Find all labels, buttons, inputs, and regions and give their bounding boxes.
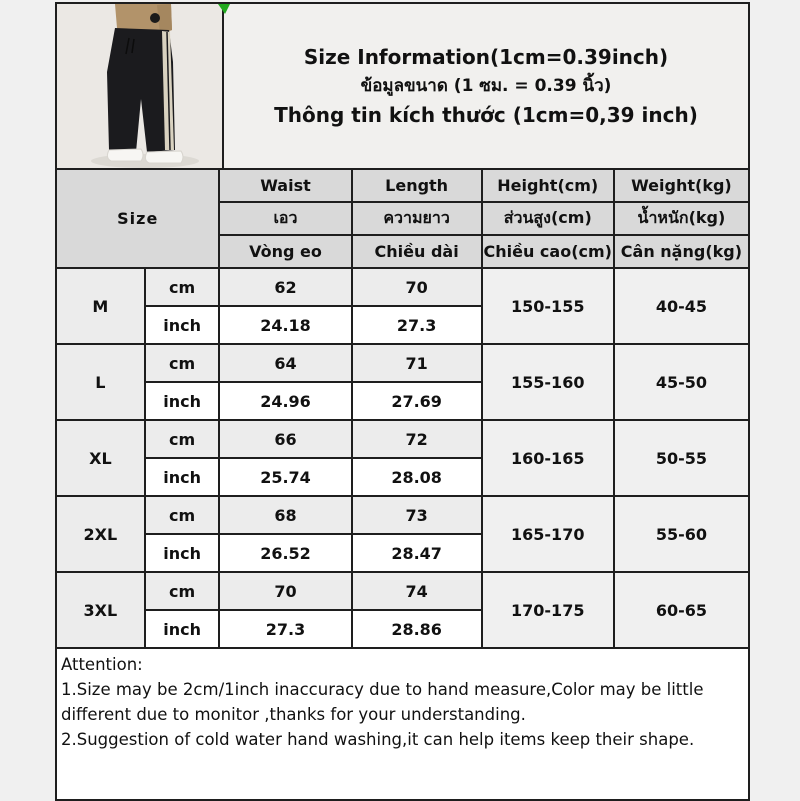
height-range-value: 160-165 xyxy=(482,420,614,496)
weight-range-value: 55-60 xyxy=(614,496,749,572)
waist-cm-value: 62 xyxy=(219,268,351,306)
length-inch-value: 28.08 xyxy=(352,458,482,496)
length-cm-value: 71 xyxy=(352,344,482,382)
unit-label-cm: cm xyxy=(145,496,220,534)
unit-label-cm: cm xyxy=(145,344,220,382)
weight-range-value: 60-65 xyxy=(614,572,749,648)
column-header-weight-th: น้ำหนัก(kg) xyxy=(614,202,749,235)
length-cm-value: 74 xyxy=(352,572,482,610)
waist-inch-value: 26.52 xyxy=(219,534,351,572)
waist-cm-value: 64 xyxy=(219,344,351,382)
column-header-length-vi: Chiều dài xyxy=(352,235,482,268)
unit-label-inch: inch xyxy=(145,534,220,572)
size-label-cell: XL xyxy=(56,420,145,496)
waist-cm-value: 66 xyxy=(219,420,351,458)
size-table xyxy=(55,168,750,649)
weight-range-value: 45-50 xyxy=(614,344,749,420)
height-range-value: 155-160 xyxy=(482,344,614,420)
column-header-height-vi: Chiều cao(cm) xyxy=(482,235,614,268)
attention-line: 1.Size may be 2cm/1inch inaccuracy due to hand measure,Color may be little different due to monitor ,thanks for your understanding. xyxy=(61,680,704,724)
green-tag-icon xyxy=(217,4,231,14)
top-section xyxy=(55,2,750,170)
column-header-length-en: Length xyxy=(352,169,482,202)
product-photo xyxy=(57,4,224,168)
title-line-th: ข้อมูลขนาด (1 ซม. = 0.39 นิ้ว) xyxy=(360,75,612,96)
waist-inch-value: 27.3 xyxy=(219,610,351,648)
unit-label-inch: inch xyxy=(145,306,220,344)
waist-cm-value: 68 xyxy=(219,496,351,534)
title-line-en: Size Information(1cm=0.39inch) xyxy=(303,44,669,69)
size-label-cell: 2XL xyxy=(56,496,145,572)
unit-label-inch: inch xyxy=(145,610,220,648)
height-range-value: 150-155 xyxy=(482,268,614,344)
unit-label-inch: inch xyxy=(145,458,220,496)
height-range-value: 170-175 xyxy=(482,572,614,648)
attention-box xyxy=(55,647,750,801)
length-inch-value: 27.3 xyxy=(352,306,482,344)
length-inch-value: 28.86 xyxy=(352,610,482,648)
unit-label-cm: cm xyxy=(145,572,220,610)
column-header-waist-th: เอว xyxy=(219,202,351,235)
weight-range-value: 50-55 xyxy=(614,420,749,496)
attention-heading: Attention: xyxy=(61,655,143,674)
column-header-weight-vi: Cân nặng(kg) xyxy=(614,235,749,268)
waist-cm-value: 70 xyxy=(219,572,351,610)
length-cm-value: 72 xyxy=(352,420,482,458)
size-label-cell: 3XL xyxy=(56,572,145,648)
column-header-height-en: Height(cm) xyxy=(482,169,614,202)
unit-label-inch: inch xyxy=(145,382,220,420)
weight-range-value: 40-45 xyxy=(614,268,749,344)
length-inch-value: 27.69 xyxy=(352,382,482,420)
waist-inch-value: 25.74 xyxy=(219,458,351,496)
column-header-length-th: ความยาว xyxy=(352,202,482,235)
size-label-cell: L xyxy=(56,344,145,420)
column-header-waist-vi: Vòng eo xyxy=(219,235,351,268)
length-cm-value: 73 xyxy=(352,496,482,534)
size-info-title xyxy=(224,4,748,168)
pants-model-illustration xyxy=(57,4,222,168)
waist-inch-value: 24.96 xyxy=(219,382,351,420)
size-corner-header: Size xyxy=(56,169,219,268)
column-header-height-th: ส่วนสูง(cm) xyxy=(482,202,614,235)
height-range-value: 165-170 xyxy=(482,496,614,572)
length-inch-value: 28.47 xyxy=(352,534,482,572)
size-label-cell: M xyxy=(56,268,145,344)
waist-inch-value: 24.18 xyxy=(219,306,351,344)
unit-label-cm: cm xyxy=(145,420,220,458)
column-header-weight-en: Weight(kg) xyxy=(614,169,749,202)
size-info-sheet xyxy=(55,2,750,801)
attention-line: 2.Suggestion of cold water hand washing,it can help items keep their shape. xyxy=(61,730,695,749)
unit-label-cm: cm xyxy=(145,268,220,306)
length-cm-value: 70 xyxy=(352,268,482,306)
column-header-waist-en: Waist xyxy=(219,169,351,202)
title-line-vi: Thông tin kích thước (1cm=0,39 inch) xyxy=(274,103,698,128)
